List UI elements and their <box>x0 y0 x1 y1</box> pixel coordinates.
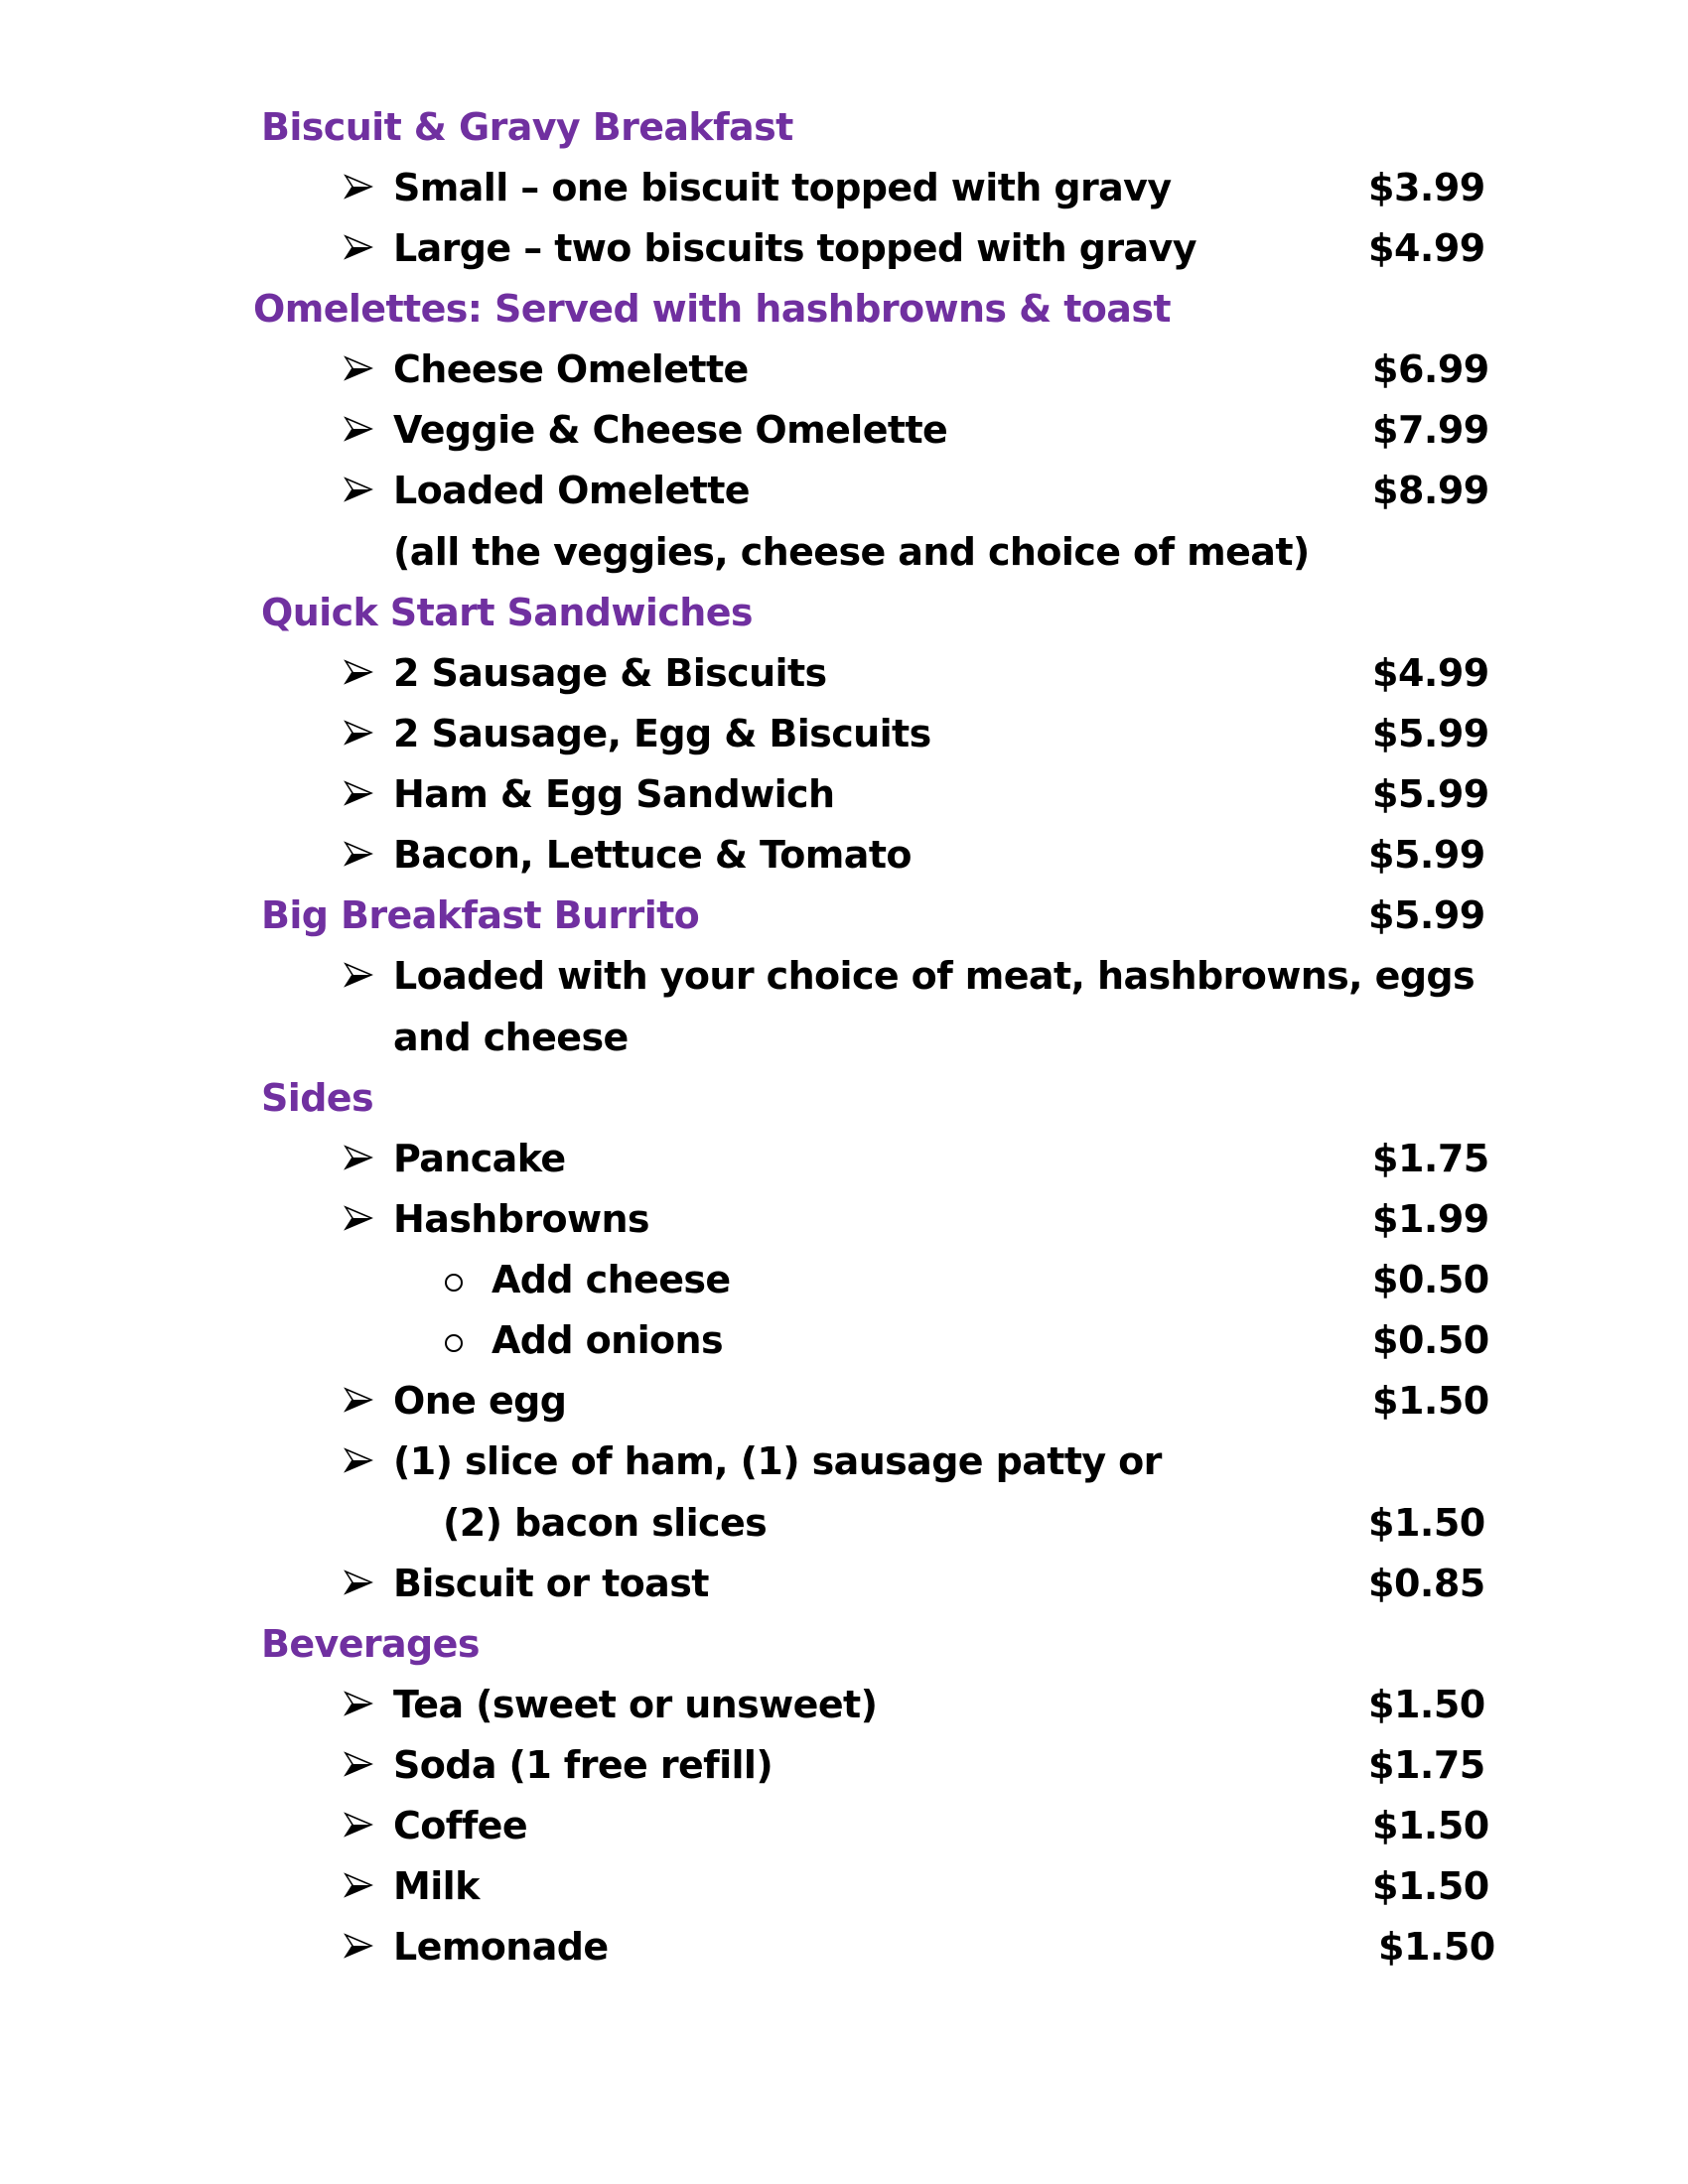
menu-item <box>0 158 1688 218</box>
item-label: Lemonade <box>393 1925 609 1969</box>
arrow-bullet-icon <box>344 353 373 383</box>
menu-item <box>0 461 1688 521</box>
item-price: $0.85 <box>1368 1562 1485 1605</box>
item-note <box>0 522 1688 583</box>
item-price: $1.50 <box>1368 1683 1485 1726</box>
arrow-bullet-icon <box>344 414 373 444</box>
section-header-burrito <box>0 886 1688 946</box>
item-label: Pancake <box>393 1137 566 1180</box>
arrow-bullet-icon <box>344 1931 373 1961</box>
arrow-bullet-icon <box>344 475 373 504</box>
menu-item <box>0 946 1688 1007</box>
menu-item <box>0 1917 1688 1978</box>
section-header-beverages <box>0 1614 1688 1675</box>
circle-bullet-icon <box>445 1334 463 1352</box>
item-price: $5.99 <box>1368 833 1485 877</box>
item-price: $1.50 <box>1372 1379 1489 1423</box>
menu-item <box>0 1856 1688 1917</box>
item-label: Add onions <box>492 1318 724 1362</box>
arrow-bullet-icon <box>344 232 373 262</box>
item-label: Ham & Egg Sandwich <box>393 772 835 816</box>
menu-item-continued <box>0 1493 1688 1554</box>
item-label: One egg <box>393 1379 567 1423</box>
item-label: Soda (1 free refill) <box>393 1743 774 1787</box>
item-description: Loaded with your choice of meat, hashbrowns, eggs <box>393 954 1476 998</box>
arrow-bullet-icon <box>344 718 373 748</box>
menu-item <box>0 218 1688 279</box>
section-title: Big Breakfast Burrito <box>261 893 700 937</box>
menu-subitem <box>0 1250 1688 1310</box>
arrow-bullet-icon <box>344 1810 373 1840</box>
item-label: Large – two biscuits topped with gravy <box>393 226 1196 270</box>
menu-item <box>0 825 1688 886</box>
arrow-bullet-icon <box>344 657 373 687</box>
item-price: $5.99 <box>1368 893 1485 937</box>
item-description: and cheese <box>393 1016 629 1059</box>
item-price: $7.99 <box>1372 408 1489 452</box>
item-price: $1.50 <box>1378 1925 1495 1969</box>
menu-item <box>0 400 1688 461</box>
item-label: Hashbrowns <box>393 1197 649 1241</box>
item-price: $4.99 <box>1368 226 1485 270</box>
item-price: $6.99 <box>1372 347 1489 391</box>
item-price: $1.50 <box>1368 1501 1485 1545</box>
item-label: Tea (sweet or unsweet) <box>393 1683 878 1726</box>
arrow-bullet-icon <box>344 1749 373 1779</box>
item-price: $5.99 <box>1372 772 1489 816</box>
item-price: $0.50 <box>1372 1258 1489 1301</box>
item-label: (2) bacon slices <box>443 1501 768 1545</box>
item-label: 2 Sausage & Biscuits <box>393 651 827 695</box>
item-price: $1.50 <box>1372 1804 1489 1847</box>
item-price: $1.50 <box>1372 1864 1489 1908</box>
item-price: $1.75 <box>1372 1137 1489 1180</box>
section-header-sides <box>0 1068 1688 1129</box>
item-label: Biscuit or toast <box>393 1562 709 1605</box>
arrow-bullet-icon <box>344 1445 373 1475</box>
menu-item <box>0 704 1688 764</box>
section-header-omelettes <box>0 279 1688 340</box>
menu-item <box>0 340 1688 400</box>
item-price: $4.99 <box>1372 651 1489 695</box>
item-label: Veggie & Cheese Omelette <box>393 408 948 452</box>
section-title: Beverages <box>261 1622 480 1666</box>
section-title: Biscuit & Gravy Breakfast <box>261 105 793 149</box>
section-title: Omelettes: Served with hashbrowns & toast <box>253 287 1171 331</box>
arrow-bullet-icon <box>344 1143 373 1172</box>
item-price: $8.99 <box>1372 469 1489 512</box>
item-price: $0.50 <box>1372 1318 1489 1362</box>
arrow-bullet-icon <box>344 1870 373 1900</box>
menu-item <box>0 1189 1688 1250</box>
circle-bullet-icon <box>445 1274 463 1292</box>
menu-item <box>0 1675 1688 1735</box>
arrow-bullet-icon <box>344 1568 373 1597</box>
arrow-bullet-icon <box>344 1689 373 1718</box>
arrow-bullet-icon <box>344 960 373 990</box>
menu-item <box>0 764 1688 825</box>
menu-subitem <box>0 1310 1688 1371</box>
menu-item <box>0 1796 1688 1856</box>
item-label: 2 Sausage, Egg & Biscuits <box>393 712 931 755</box>
item-price: $5.99 <box>1372 712 1489 755</box>
section-title: Quick Start Sandwiches <box>261 591 753 634</box>
menu-item <box>0 1129 1688 1189</box>
item-label: Milk <box>393 1864 480 1908</box>
arrow-bullet-icon <box>344 1385 373 1415</box>
section-title: Sides <box>261 1076 373 1120</box>
menu-item <box>0 1371 1688 1432</box>
item-label: (1) slice of ham, (1) sausage patty or <box>393 1439 1162 1483</box>
item-price: $1.75 <box>1368 1743 1485 1787</box>
menu-item <box>0 1554 1688 1614</box>
item-label: Bacon, Lettuce & Tomato <box>393 833 912 877</box>
item-label: Small – one biscuit topped with gravy <box>393 166 1172 209</box>
section-header-sandwiches <box>0 583 1688 643</box>
arrow-bullet-icon <box>344 1203 373 1233</box>
item-label: Coffee <box>393 1804 528 1847</box>
section-header-biscuit-gravy <box>0 97 1688 158</box>
arrow-bullet-icon <box>344 839 373 869</box>
item-label: Cheese Omelette <box>393 347 749 391</box>
menu-item <box>0 643 1688 704</box>
item-label: Loaded Omelette <box>393 469 750 512</box>
item-label: Add cheese <box>492 1258 731 1301</box>
arrow-bullet-icon <box>344 778 373 808</box>
arrow-bullet-icon <box>344 172 373 202</box>
item-price: $1.99 <box>1372 1197 1489 1241</box>
item-note-text: (all the veggies, cheese and choice of meat) <box>393 530 1310 574</box>
item-description-continued <box>0 1008 1688 1068</box>
menu-item <box>0 1432 1688 1492</box>
menu-item <box>0 1735 1688 1796</box>
item-price: $3.99 <box>1368 166 1485 209</box>
